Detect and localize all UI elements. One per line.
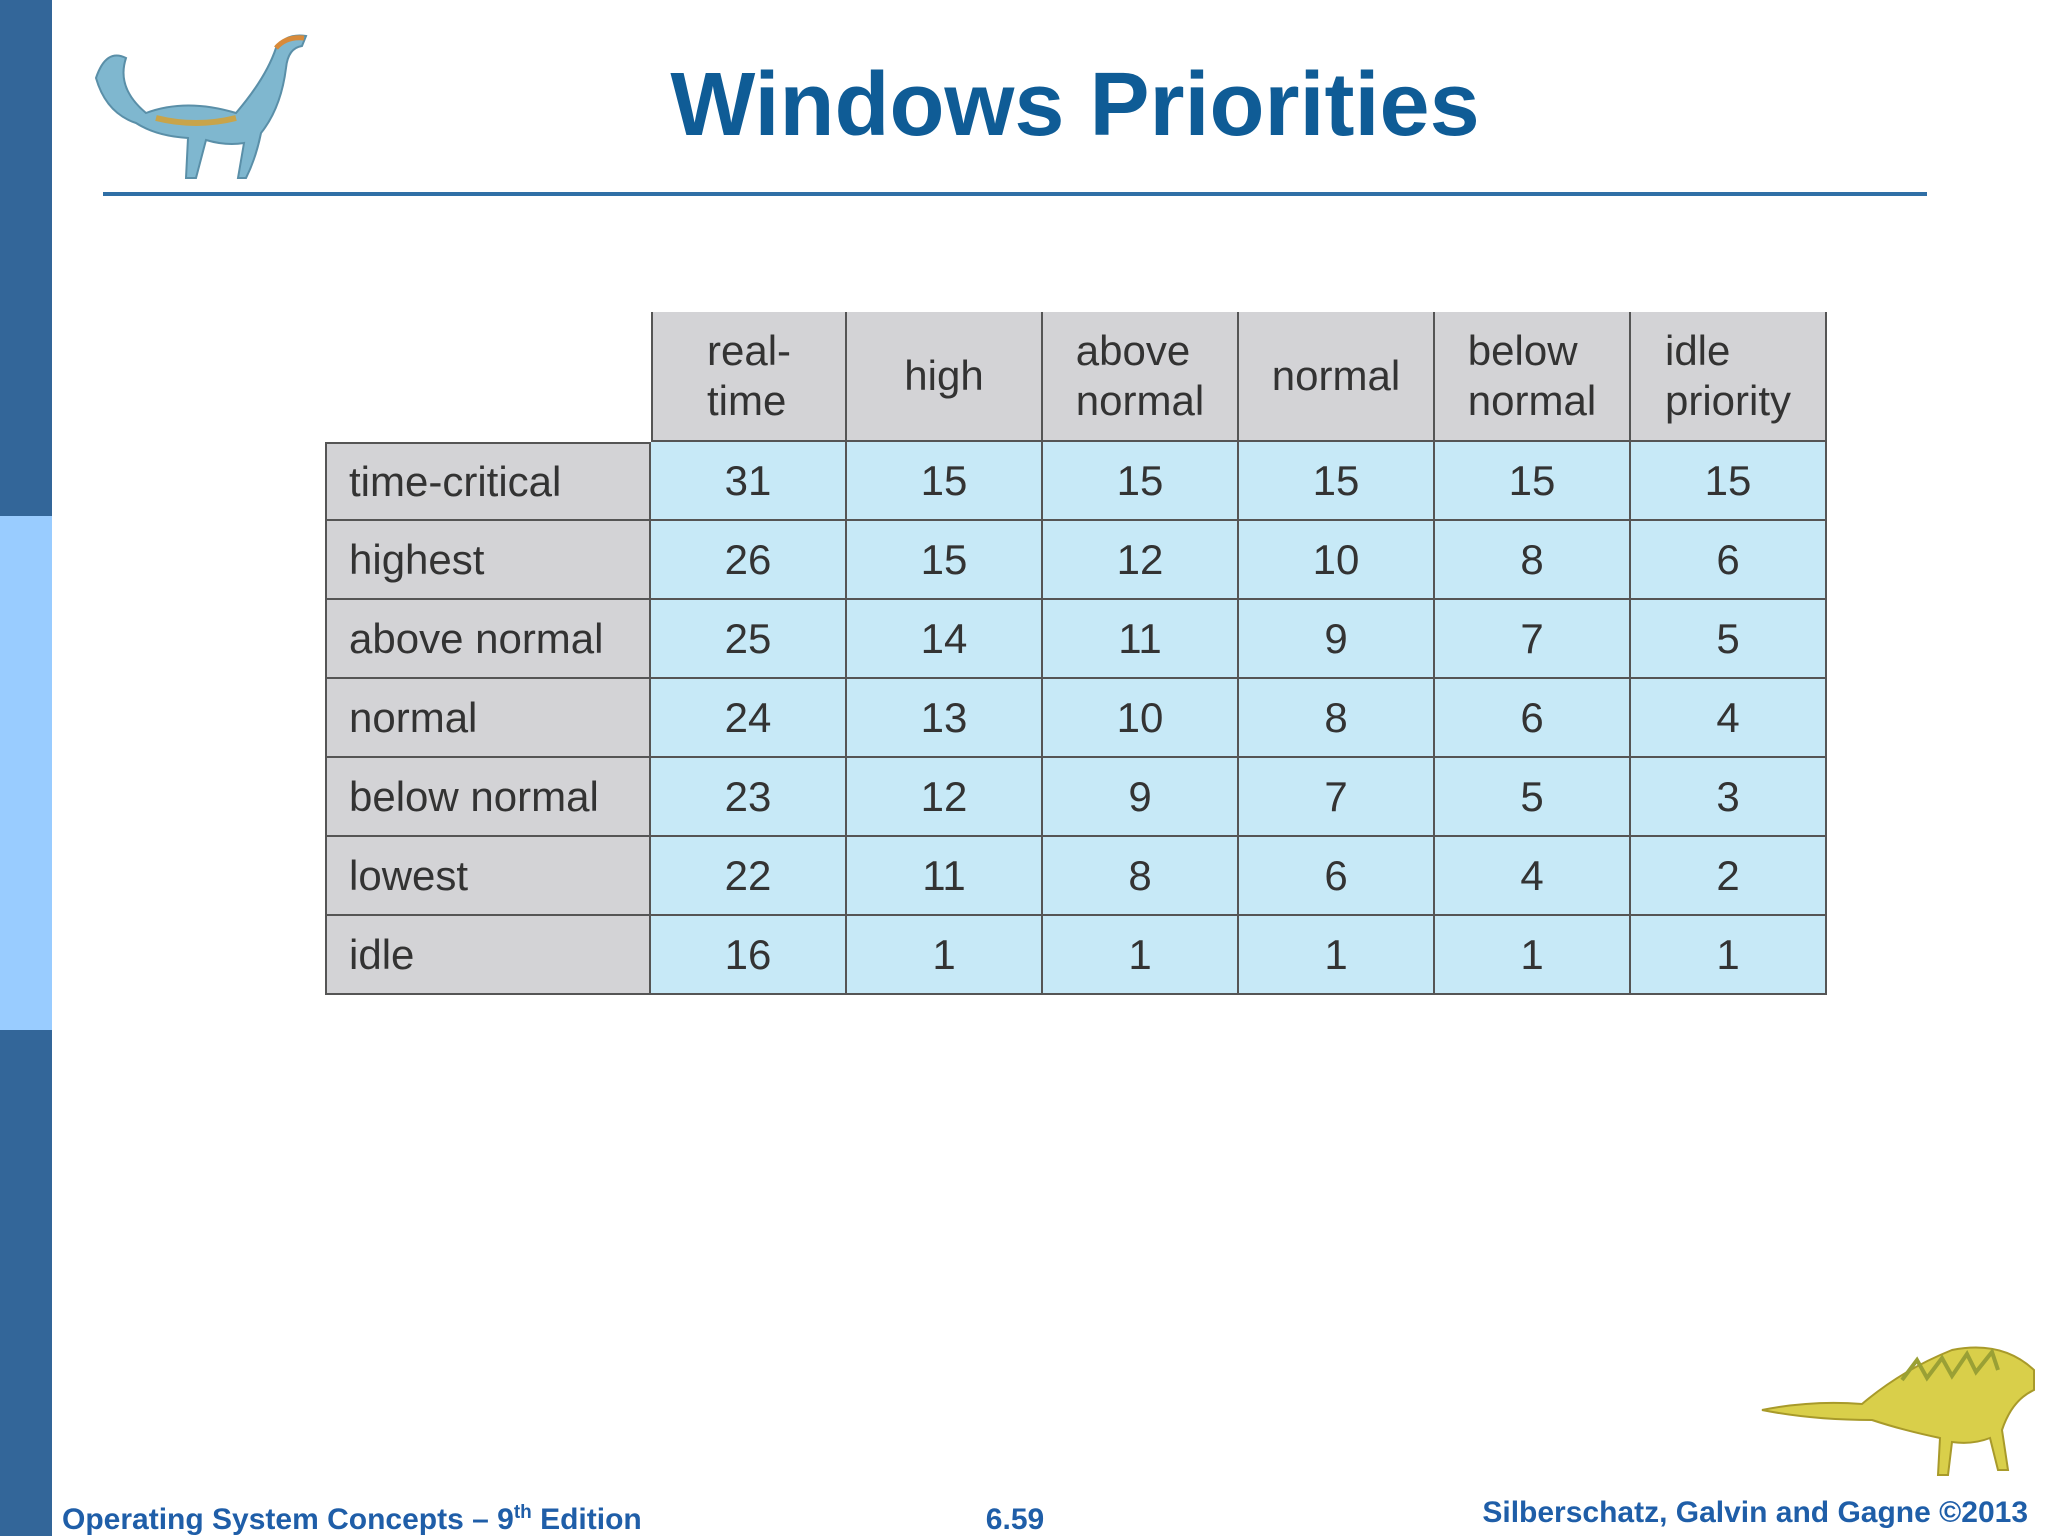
- table-cell: 15: [1239, 442, 1435, 521]
- dinosaur-logo-bottom: [1752, 1330, 2042, 1500]
- table-cell: 24: [651, 679, 847, 758]
- table-cell: 15: [1631, 442, 1827, 521]
- row-header: above normal: [325, 600, 651, 679]
- table-cell: 4: [1435, 837, 1631, 916]
- table-cell: 31: [651, 442, 847, 521]
- sidebar-segment-middle: [0, 516, 52, 1030]
- row-header: lowest: [325, 837, 651, 916]
- table-cell: 1: [847, 916, 1043, 995]
- table-cell: 9: [1043, 758, 1239, 837]
- table-cell: 13: [847, 679, 1043, 758]
- column-header: [1435, 312, 1631, 442]
- table-cell: 3: [1631, 758, 1827, 837]
- table-cell: 1: [1631, 916, 1827, 995]
- sidebar-segment-bottom: [0, 1030, 52, 1536]
- table-cell: 15: [1435, 442, 1631, 521]
- table-cell: 8: [1239, 679, 1435, 758]
- table-cell: 11: [847, 837, 1043, 916]
- table-cell: 9: [1239, 600, 1435, 679]
- table-cell: 12: [1043, 521, 1239, 600]
- dinosaur-logo-top: [76, 18, 316, 190]
- table-cell: 23: [651, 758, 847, 837]
- table-cell: 5: [1435, 758, 1631, 837]
- table-cell: 8: [1043, 837, 1239, 916]
- table-cell: 15: [847, 442, 1043, 521]
- column-header-text: below normal: [1467, 327, 1597, 424]
- table-cell: 16: [651, 916, 847, 995]
- table-cell: 12: [847, 758, 1043, 837]
- column-header-text: normal: [1271, 352, 1401, 399]
- column-header: [651, 312, 847, 442]
- table-cell: 6: [1239, 837, 1435, 916]
- table-cell: 7: [1435, 600, 1631, 679]
- table-cell: 5: [1631, 600, 1827, 679]
- column-header-text: idle priority: [1664, 327, 1792, 424]
- sidebar-segment-top: [0, 0, 52, 516]
- table-cell: 15: [847, 521, 1043, 600]
- row-header: below normal: [325, 758, 651, 837]
- table-cell: 2: [1631, 837, 1827, 916]
- table-cell: 10: [1239, 521, 1435, 600]
- slide-title: Windows Priorities: [670, 55, 1480, 155]
- row-header: highest: [325, 521, 651, 600]
- table-cell: 10: [1043, 679, 1239, 758]
- footer-book-title: Operating System Concepts – 9th Edition: [62, 1502, 642, 1536]
- table-cell: 1: [1435, 916, 1631, 995]
- priority-table: [325, 312, 1821, 990]
- footer-copyright: Silberschatz, Galvin and Gagne ©2013: [1482, 1496, 2028, 1529]
- footer-page-number: 6.59: [985, 1503, 1045, 1536]
- title-divider: [103, 192, 1927, 196]
- table-cell: 1: [1239, 916, 1435, 995]
- sidebar-accent: [0, 0, 52, 1536]
- table-cell: 6: [1435, 679, 1631, 758]
- column-header-text: real- time: [706, 327, 792, 424]
- column-header-text: high: [904, 352, 984, 399]
- column-header: [1631, 312, 1827, 442]
- table-cell: 26: [651, 521, 847, 600]
- column-header-text: above normal: [1075, 327, 1205, 424]
- column-header: [847, 312, 1043, 442]
- row-header: idle: [325, 916, 651, 995]
- table-cell: 14: [847, 600, 1043, 679]
- table-cell: 25: [651, 600, 847, 679]
- table-cell: 6: [1631, 521, 1827, 600]
- table-cell: 8: [1435, 521, 1631, 600]
- row-header: time-critical: [325, 442, 651, 521]
- row-header: normal: [325, 679, 651, 758]
- table-cell: 22: [651, 837, 847, 916]
- column-header: [1043, 312, 1239, 442]
- column-header: [1239, 312, 1435, 442]
- table-cell: 7: [1239, 758, 1435, 837]
- table-cell: 11: [1043, 600, 1239, 679]
- table-cell: 1: [1043, 916, 1239, 995]
- table-cell: 4: [1631, 679, 1827, 758]
- table-cell: 15: [1043, 442, 1239, 521]
